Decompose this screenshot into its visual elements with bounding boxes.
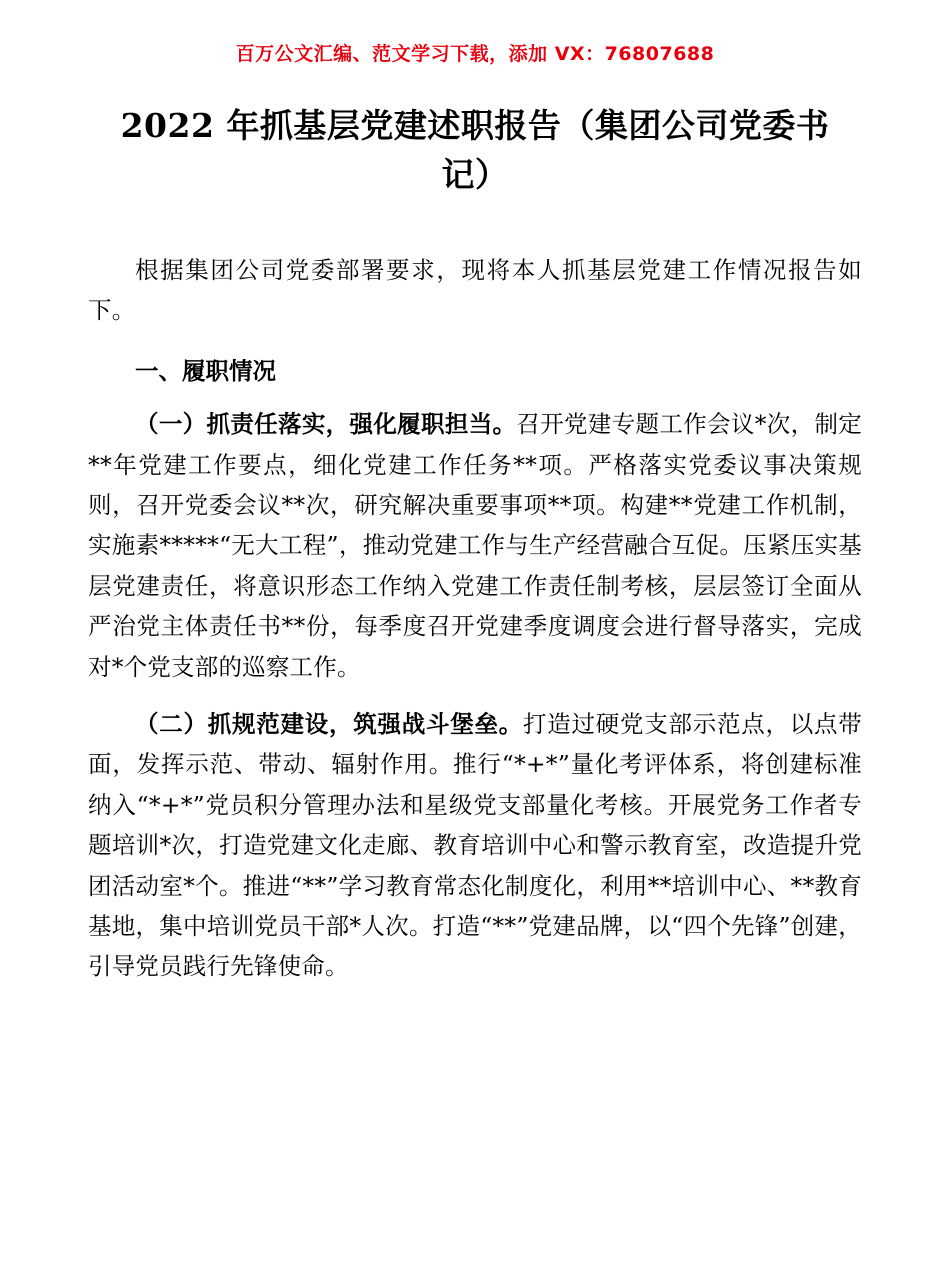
subsection-paragraph-2 [88,704,862,987]
promo-banner: 百万公文汇编、范文学习下载，添加 VX：76807688 [235,43,715,65]
intro-paragraph: 根据集团公司党委部署要求，现将本人抓基层党建工作情况报告如下。 [88,255,862,325]
subsection-paragraph-1 [88,404,862,687]
document-body [88,250,862,987]
subsection-lead-1: （一）抓责任落实，强化履职担当。 [135,410,517,439]
subsection-body-2: 打造过硬党支部示范点，以点带面，发挥示范、带动、辐射作用。推行“*+*”量化考评体系，将创建标准纳入“*+*”党员积分管理办法和星级党支部量化考核。开展党务工作者专题培训*次，打造党建文化走廊、教育培训中心和警示教育室，改造提升党团活动室*个。推进“**”学习教育常态化制度化，利用**培训中心、**教育基地，集中培训党员干部*人次。打造“**”党建品牌，以“四个先锋”创建，引导党员践行先锋使命。 [88,709,862,981]
document-page [0,42,950,1272]
subsection-body-1: 召开党建专题工作会议*次，制定**年党建工作要点，细化党建工作任务**项。严格落实党委议事决策规则，召开党委会议**次，研究解决重要事项**项。构建**党建工作机制，实施素*****“无大工程”，推动党建工作与生产经营融合互促。压紧压实基层党建责任，将意识形态工作纳入党建工作责任制考核，层层签订全面从严治党主体责任书**份，每季度召开党建季度调度会进行督导落实，完成对*个党支部的巡察工作。 [88,410,862,681]
section-heading-1: 一、履职情况 [135,356,276,385]
subsection-lead-2: （二）抓规范建设，筑强战斗堡垒。 [135,709,524,738]
page-title: 2022 年抓基层党建述职报告（集团公司党委书记） [120,105,830,195]
